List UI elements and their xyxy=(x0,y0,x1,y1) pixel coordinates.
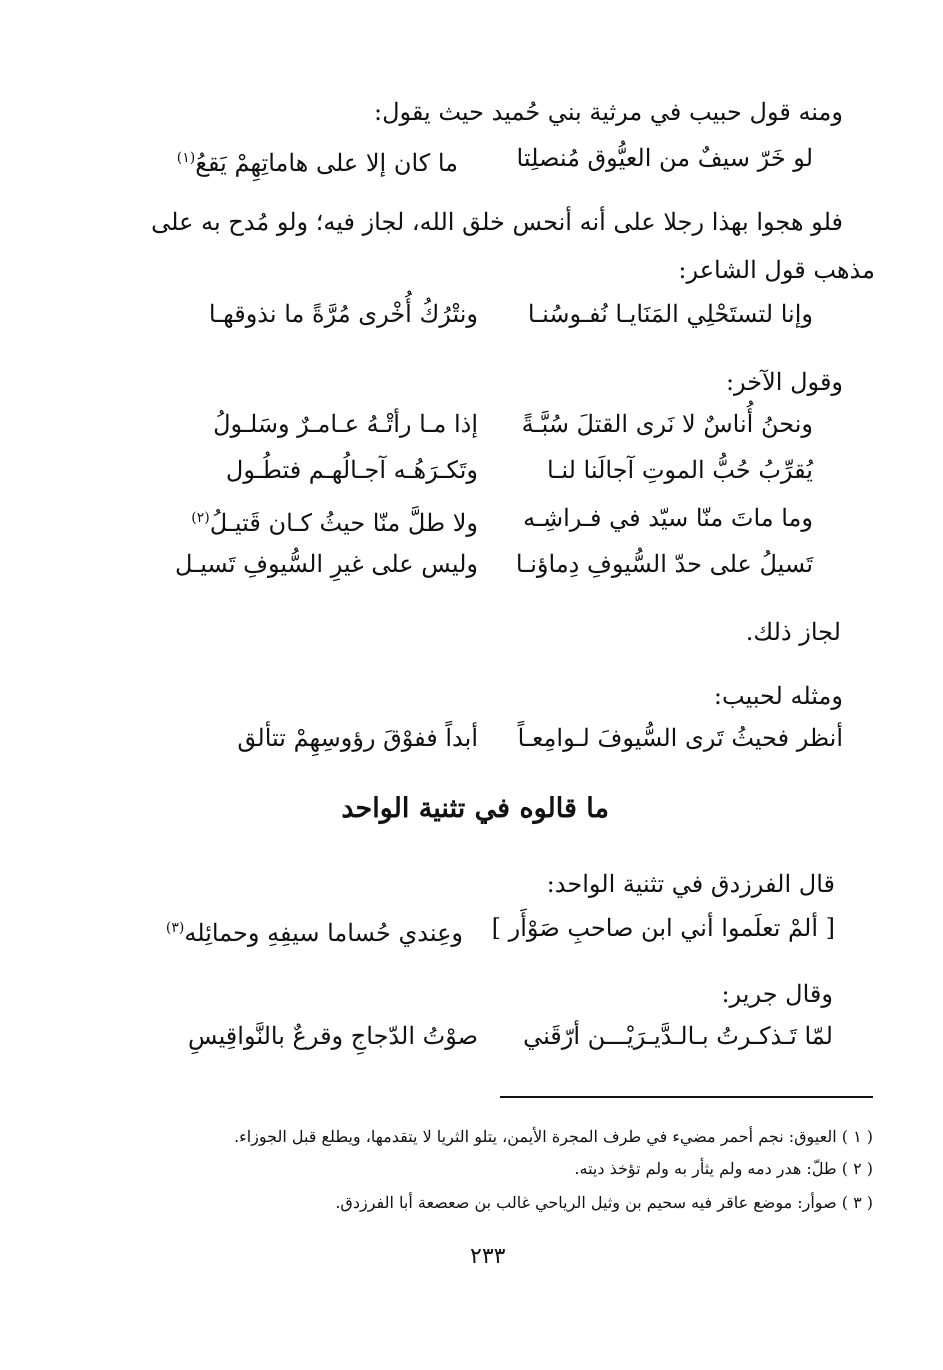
section-heading: ما قالوه في تثنية الواحد xyxy=(341,793,609,824)
page-number: ٢٣٣ xyxy=(470,1244,506,1269)
intro4-line: قال الفرزدق في تثنية الواحد: xyxy=(546,870,835,898)
paragraph1-line1: فلو هجوا بهذا رجلا على أنه أنحس خلق الله، لجاز فيه؛ ولو مُدح به على xyxy=(151,208,843,236)
poem-line3-first: وما ماتَ منّا سيّد في فـراشِـه xyxy=(523,504,813,532)
poem-line4-first: تَسيلُ على حدّ السُّيوفِ دِماؤنـا xyxy=(515,550,813,578)
verse5-first-hemistich: لمّا تَـذكـرتُ بـالـدَّيـرَيْـــن أرّقَني xyxy=(523,1022,833,1050)
verse1-second-text: ما كان إلا على هاماتِهِمْ يَقعُ xyxy=(195,149,458,177)
intro3-line: ومثله لحبيب: xyxy=(713,682,843,710)
paragraph1-line2: مذهب قول الشاعر: xyxy=(678,256,875,284)
footnote-separator xyxy=(500,1096,873,1098)
verse4-first-hemistich: [ ألمْ تعلَموا أني ابن صاحبِ صَوْأَر ] xyxy=(491,914,835,942)
intro-line: ومنه قول حبيب في مرثية بني حُميد حيث يقول: xyxy=(373,98,843,126)
after-poem-line: لجاز ذلك. xyxy=(745,618,841,646)
footnote-marker-1: (١) xyxy=(176,150,196,166)
verse4-second-hemistich xyxy=(166,912,463,949)
footnote-3: ( ٣ ) صوأر: موضع عاقر فيه سحيم بن وثيل الرياحي غالب بن صعصعة أبا الفرزدق. xyxy=(335,1193,873,1212)
verse3-second-hemistich: أبداً ففوْقَ رؤوسِهِمْ تتألق xyxy=(237,724,478,752)
verse5-second-hemistich: صوْتُ الدّجاجِ وقرعٌ بالنَّواقِيسِ xyxy=(187,1022,478,1050)
poem-line1-first: ونحنُ أُناسٌ لا نَرى القتلَ سُبَّـةً xyxy=(521,410,813,438)
footnote-1: ( ١ ) العيوق: نجم أحمر مضيء في طرف المجرة الأيمن، يتلو الثريا لا يتقدمها، ويطلع قبل الجوزاء. xyxy=(234,1127,873,1146)
poem-line4-second: وليس على غيرِ السُّيوفِ تَسيـل xyxy=(174,550,478,578)
poem-line1-second: إذا مـا رأتْـهُ عـامـرٌ وسَلـولُ xyxy=(213,410,478,438)
poem-line2-second: وتَكـرَهُـه آجـالُهـم فتطُـول xyxy=(225,456,478,484)
poem-line2-first: يُقرِّبُ حُبُّ الموتِ آجالَنا لنـا xyxy=(546,456,813,484)
poem-line3-second-text: ولا طلَّ منّا حيثُ كـان قَتيـلُ xyxy=(209,509,478,537)
intro5-line: وقال جرير: xyxy=(721,980,833,1008)
footnote-marker-2: (٢) xyxy=(191,510,210,526)
poem-line3-second xyxy=(191,502,478,539)
verse2-first-hemistich: وإنا لتستَحْلِي المَنَايـا نُفـوسُنـا xyxy=(527,300,813,328)
verse4-second-text: وعِندي حُساما سيفِهِ وحمائِله xyxy=(184,919,463,947)
verse1-first-hemistich: لو خَرّ سيفٌ من العيُّوق مُنصلِتا xyxy=(516,144,813,172)
footnote-marker-3: (٣) xyxy=(165,920,185,936)
footnote-2: ( ٢ ) طلّ: هدر دمه ولم يثأر به ولم تؤخذ ديته. xyxy=(574,1159,873,1178)
verse2-second-hemistich: ونتْرُكُ أُخْرى مُرَّةً ما نذوقهـا xyxy=(208,300,478,328)
verse1-second-hemistich xyxy=(177,142,458,179)
intro2-line: وقول الآخر: xyxy=(725,368,843,396)
verse3-first-hemistich: أنظر فحيثُ تَرى السُّيوفَ لـوامِعـاً xyxy=(517,724,843,752)
